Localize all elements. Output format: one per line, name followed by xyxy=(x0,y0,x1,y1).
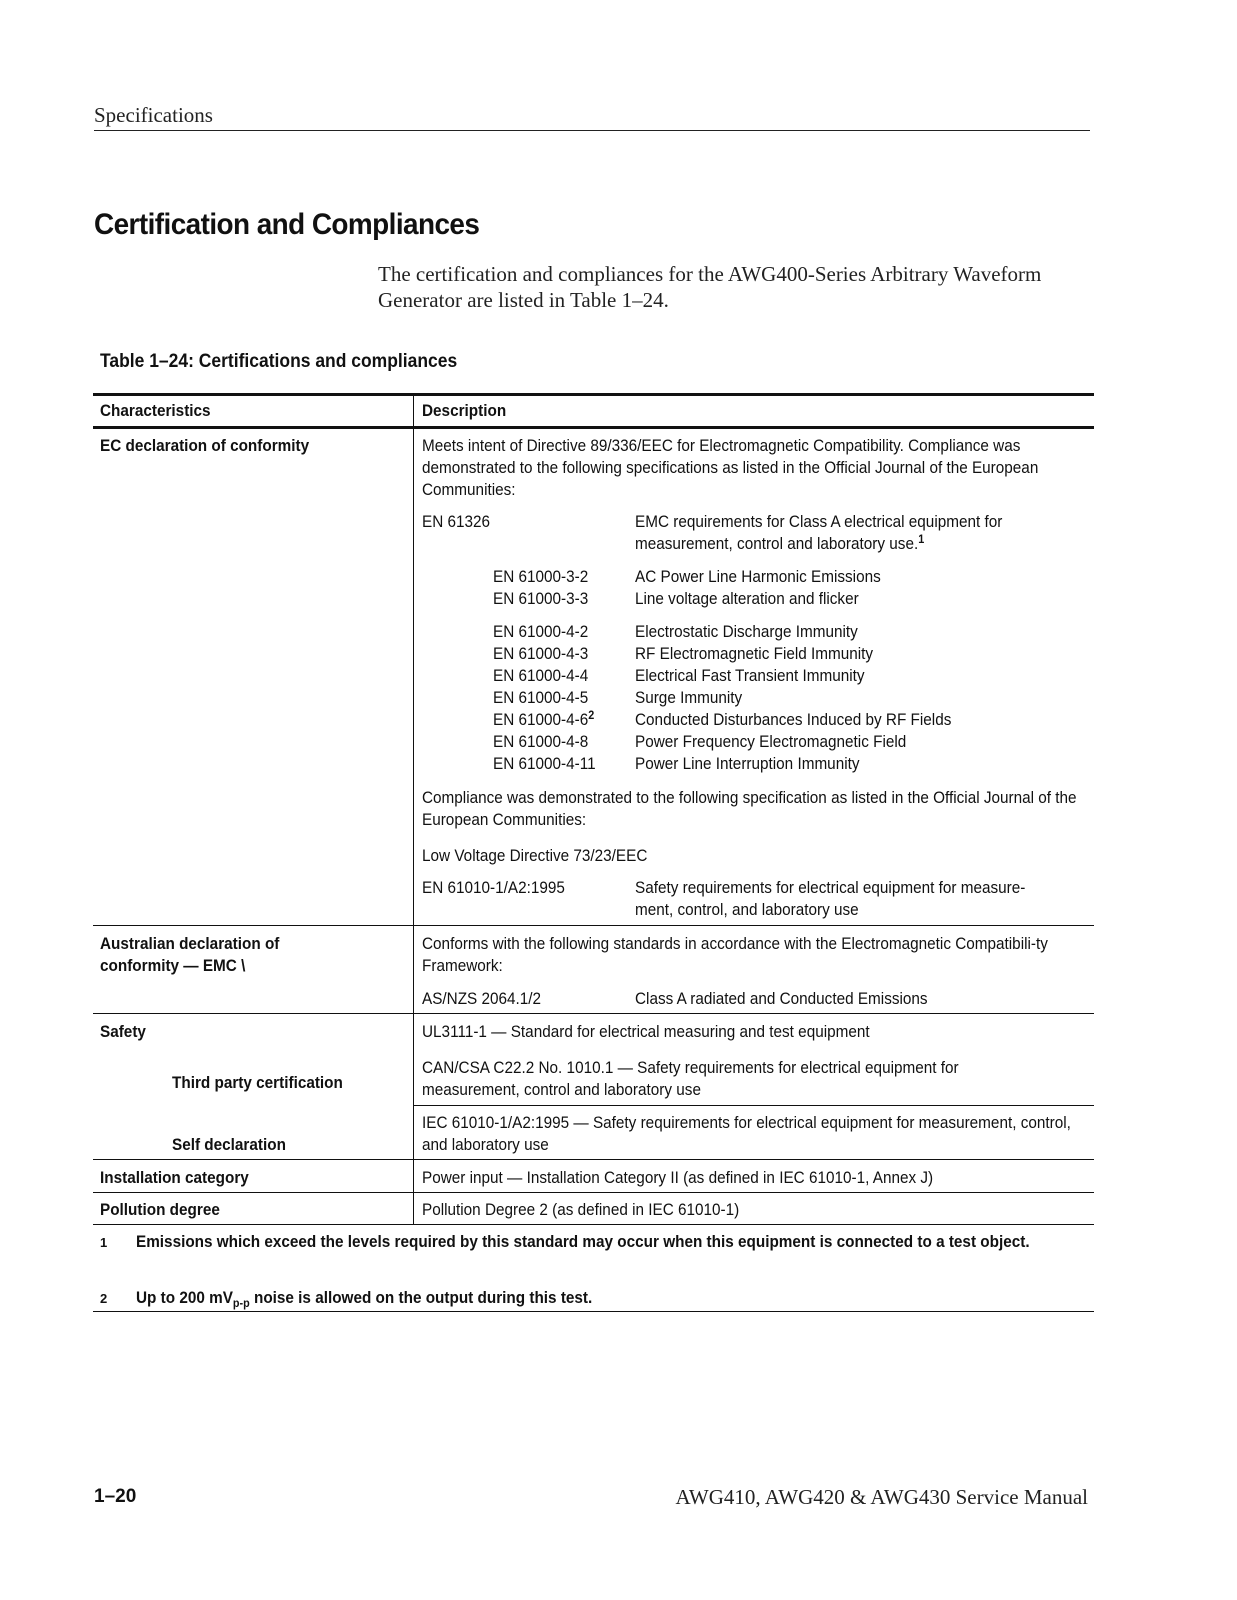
running-header: Specifications xyxy=(94,103,213,127)
en61010-description: Safety requirements for electrical equipment for measure-ment, control, and laboratory use xyxy=(635,878,1026,919)
australia-intro: Conforms with the following standards in accordance with the Electromagnetic Compatibili-ty Framework: xyxy=(422,934,1048,975)
footnote-2-text xyxy=(136,1287,1000,1309)
ul3111-text: UL3111-1 — Standard for electrical measuring and test equipment xyxy=(422,1022,870,1041)
australia-label-line1: Australian declaration of xyxy=(100,934,280,953)
column-divider xyxy=(413,393,414,1225)
group2-descriptions xyxy=(635,621,1058,775)
row-rule-installation xyxy=(93,1192,1094,1193)
footnote-2-post: noise is allowed on the output during this test. xyxy=(249,1288,593,1307)
standard-id: EN 61000-4-2 xyxy=(493,622,589,641)
footnote-2 xyxy=(93,1287,1094,1311)
group2-standards xyxy=(493,621,619,775)
standard-description: RF Electromagnetic Field Immunity xyxy=(635,644,874,663)
en61326-description-text: EMC requirements for Class A electrical equipment for measurement, control and laboratory use. xyxy=(635,512,1003,553)
ec-intro: Meets intent of Directive 89/336/EEC for Electromagnetic Compatibility. Compliance was demonstrated to the following specifications as listed in the Official Journal of the European Communities: xyxy=(422,436,1039,499)
intro-paragraph: The certification and compliances for the AWG400-Series Arbitrary Waveform Generator are listed in Table 1–24. xyxy=(378,262,1042,312)
section-title: Certification and Compliances xyxy=(94,208,480,241)
standard-id: EN 61000-4-6 xyxy=(493,710,589,729)
footnote-2-number: 2 xyxy=(100,1291,108,1306)
table-caption: Table 1–24: Certifications and compliances xyxy=(100,351,458,372)
standard-id: EN 61000-4-11 xyxy=(493,754,596,773)
table-bottom-rule xyxy=(93,1311,1094,1312)
standard-id: EN 61000-4-8 xyxy=(493,732,589,751)
group1-descriptions xyxy=(635,566,1058,610)
footnote-2-subscript: p-p xyxy=(232,1296,250,1310)
installation-description: Power input — Installation Category II (as defined in IEC 61010-1, Annex J) xyxy=(422,1168,934,1187)
standard-id: EN 61000-4-3 xyxy=(493,644,589,663)
ec-label: EC declaration of conformity xyxy=(100,436,310,455)
header-description: Description xyxy=(422,401,507,420)
asnzs-description: Class A radiated and Conducted Emissions xyxy=(635,989,928,1008)
standard-description: Surge Immunity xyxy=(635,688,743,707)
table-top-rule xyxy=(93,393,1094,396)
pollution-label: Pollution degree xyxy=(100,1200,220,1219)
page-number: 1–20 xyxy=(94,1486,137,1507)
standard-description: Conducted Disturbances Induced by RF Fields xyxy=(635,710,952,729)
low-voltage-directive: Low Voltage Directive 73/23/EEC xyxy=(422,846,648,865)
manual-title: AWG410, AWG420 & AWG430 Service Manual xyxy=(675,1485,1088,1509)
header-characteristics: Characteristics xyxy=(100,401,211,420)
standard-description: Line voltage alteration and flicker xyxy=(635,589,859,608)
standard-description: Electrical Fast Transient Immunity xyxy=(635,666,865,685)
footnote-1-text: Emissions which exceed the levels required by this standard may occur when this equipment is connected to a test object. xyxy=(136,1232,1030,1251)
self-declaration-label: Self declaration xyxy=(172,1135,286,1154)
en61326-standard: EN 61326 xyxy=(422,512,491,531)
pollution-description: Pollution Degree 2 (as defined in IEC 61010-1) xyxy=(422,1200,740,1219)
footnote-ref-2: 2 xyxy=(588,708,595,722)
en61326-description xyxy=(635,511,1058,555)
iec61010-text: IEC 61010-1/A2:1995 — Safety requirements for electrical equipment for measurement, control, and laboratory use xyxy=(422,1113,1071,1154)
australia-label xyxy=(100,933,279,977)
row-rule-ec xyxy=(93,925,1094,926)
lvd-compliance-text: Compliance was demonstrated to the following specification as listed in the Official Journal of the European Communities: xyxy=(422,788,1077,829)
safety-label: Safety xyxy=(100,1022,146,1041)
standard-description: Electrostatic Discharge Immunity xyxy=(635,622,858,641)
en61010-standard: EN 61010-1/A2:1995 xyxy=(422,878,565,897)
row-rule-safety xyxy=(93,1159,1094,1160)
group1-standards xyxy=(493,566,619,610)
asnzs-standard: AS/NZS 2064.1/2 xyxy=(422,989,542,1008)
footnote-1-number: 1 xyxy=(100,1235,108,1250)
csa-text: CAN/CSA C22.2 No. 1010.1 — Safety requirements for electrical equipment for measurement, control and laboratory use xyxy=(422,1058,959,1099)
standard-id: EN 61000-4-4 xyxy=(493,666,589,685)
row-rule-pollution xyxy=(93,1224,1094,1225)
standard-description: AC Power Line Harmonic Emissions xyxy=(635,567,881,586)
standard-id-with-footnote xyxy=(493,709,619,731)
australia-label-line2: conformity — EMC \ xyxy=(100,956,246,975)
standard-id: EN 61000-4-5 xyxy=(493,688,589,707)
standard-description: Power Line Interruption Immunity xyxy=(635,754,860,773)
footnote-1 xyxy=(93,1231,1094,1275)
standard-id: EN 61000-3-3 xyxy=(493,589,589,608)
footnote-ref-1: 1 xyxy=(918,532,925,546)
header-rule xyxy=(94,130,1090,131)
footnote-2-pre: Up to 200 mV xyxy=(136,1288,233,1307)
installation-label: Installation category xyxy=(100,1168,249,1187)
row-rule-australia xyxy=(93,1013,1094,1014)
row-rule-safety-inner xyxy=(414,1105,1094,1106)
header-bottom-rule xyxy=(93,426,1094,429)
third-party-label: Third party certification xyxy=(172,1073,343,1092)
standard-id: EN 61000-3-2 xyxy=(493,567,589,586)
standard-description: Power Frequency Electromagnetic Field xyxy=(635,732,907,751)
